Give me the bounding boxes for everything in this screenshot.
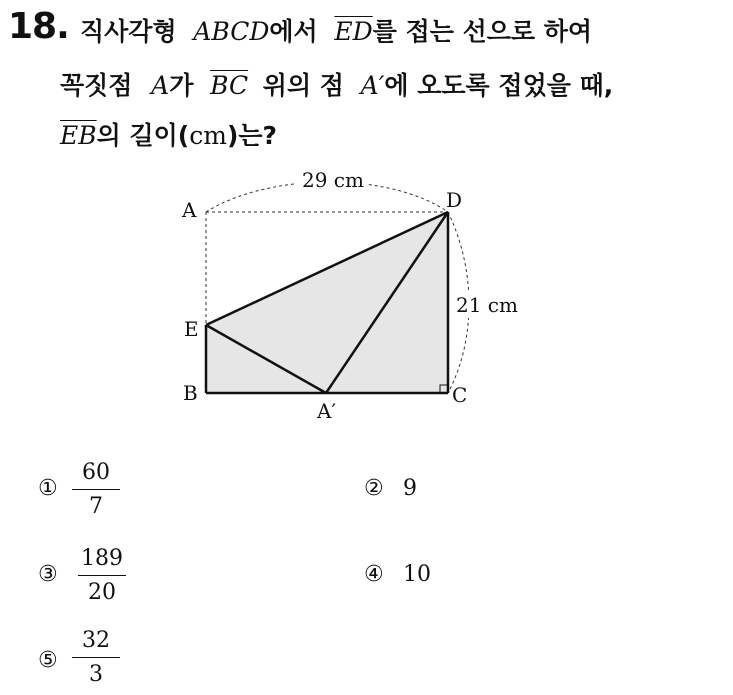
choice-4-value[interactable]: 10 bbox=[403, 562, 431, 587]
unit-cm: cm bbox=[189, 121, 227, 150]
label-a: A bbox=[182, 198, 197, 222]
choice-5-fraction[interactable] bbox=[66, 628, 126, 687]
text-from: 에서 bbox=[269, 17, 318, 46]
choice-2-mark[interactable]: ② bbox=[364, 476, 384, 501]
fraction-bar bbox=[78, 575, 126, 576]
point-a-prime: A′ bbox=[360, 71, 385, 100]
text-when-folded: 에 오도록 접었을 때, bbox=[384, 71, 614, 100]
choice-1-mark[interactable]: ① bbox=[38, 476, 58, 501]
label-e: E bbox=[184, 317, 199, 341]
choice-1-denominator: 7 bbox=[89, 494, 103, 519]
text-vertex: 꼭짓점 bbox=[60, 71, 133, 100]
text-point-on: 위의 점 bbox=[262, 71, 344, 100]
choice-5-mark[interactable]: ⑤ bbox=[38, 648, 58, 673]
choice-3-denominator: 20 bbox=[88, 580, 116, 605]
right-length-label: 21 cm bbox=[456, 293, 518, 317]
text-ga: 가 bbox=[169, 71, 194, 100]
choice-3-numerator: 189 bbox=[81, 546, 123, 571]
choice-3-fraction[interactable] bbox=[72, 546, 132, 605]
point-a: A bbox=[151, 71, 170, 100]
label-b: B bbox=[183, 381, 198, 405]
choice-4-mark[interactable]: ④ bbox=[364, 562, 384, 587]
fraction-bar bbox=[72, 657, 120, 658]
label-c: C bbox=[452, 383, 468, 407]
choice-2-value[interactable]: 9 bbox=[403, 476, 417, 501]
text-rectangle: 직사각형 bbox=[80, 17, 177, 46]
text-is: )는? bbox=[226, 121, 278, 150]
choice-3-mark[interactable]: ③ bbox=[38, 562, 58, 587]
choice-5-numerator: 32 bbox=[82, 628, 110, 653]
segment-ed: $\overline{ED}$ bbox=[334, 17, 373, 46]
fraction-bar bbox=[72, 489, 120, 490]
shaded-region bbox=[206, 212, 448, 393]
segment-eb: $\overline{EB}$ bbox=[60, 121, 97, 150]
text-length: 의 길이( bbox=[96, 121, 190, 150]
text-fold-line: 를 접는 선으로 하여 bbox=[372, 17, 593, 46]
choice-5-denominator: 3 bbox=[89, 662, 103, 687]
label-d: D bbox=[446, 188, 463, 212]
top-length-label: 29 cm bbox=[302, 168, 364, 192]
label-a-prime: A′ bbox=[317, 399, 336, 423]
question-number: 18. bbox=[8, 6, 69, 47]
choice-1-numerator: 60 bbox=[82, 460, 110, 485]
rect-name: ABCD bbox=[193, 17, 270, 46]
choice-1-fraction[interactable] bbox=[66, 460, 126, 519]
segment-bc: $\overline{BC}$ bbox=[210, 71, 249, 100]
